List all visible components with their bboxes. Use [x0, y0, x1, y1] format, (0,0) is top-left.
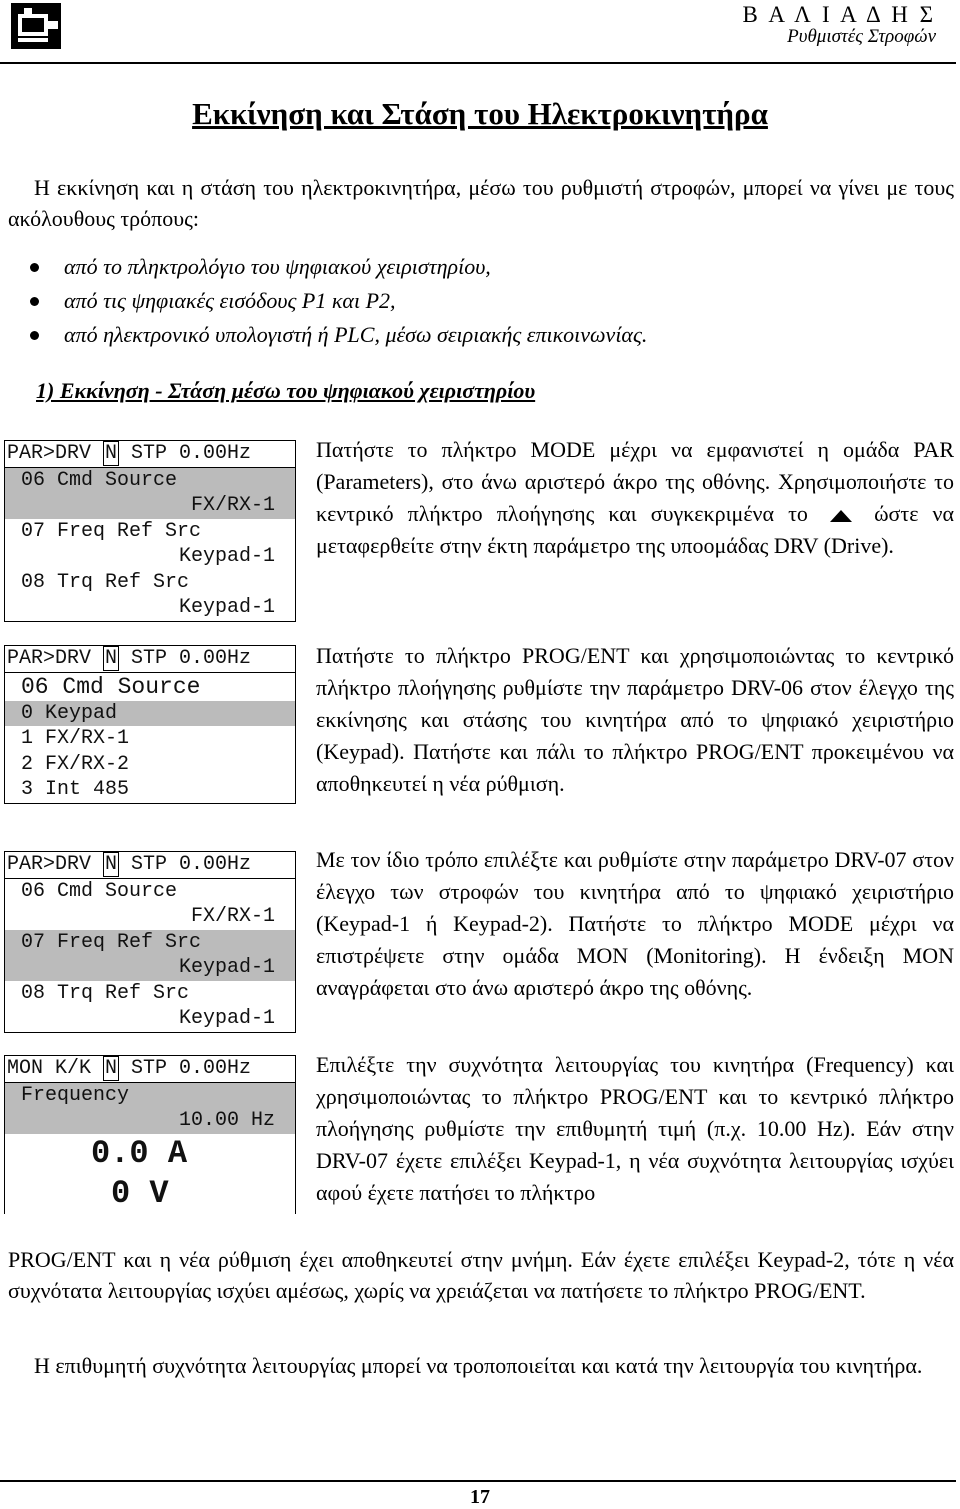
lcd-line: 08 Trq Ref Src [21, 981, 190, 1005]
lcd-line: 0 Keypad [5, 701, 295, 727]
lcd-line: Keypad-1 [178, 596, 275, 619]
list-item: από τις ψηφιακές εισόδους P1 και P2, [30, 284, 647, 318]
list-item: από ηλεκτρονικό υπολογιστή ή PLC, μέσω σειριακής επικοινωνίας. [30, 318, 647, 352]
mode-box: N [105, 647, 118, 670]
lcd-screen-4 [4, 1055, 296, 1214]
current-readout: 0.0 A [91, 1134, 188, 1172]
mode-box: N [105, 853, 118, 876]
lcd-line: 07 Freq Ref Src [21, 519, 202, 543]
lcd-line: 1 FX/RX-1 [21, 727, 130, 750]
brand-subtitle: Ρυθμιστές Στροφών [787, 26, 936, 47]
motor-logo-icon [10, 2, 62, 50]
page-number: 17 [470, 1486, 490, 1508]
instruction-paragraph-1: Πατήστε το πλήκτρο MODE μέχρι να εμφανιστεί η ομάδα PAR (Parameters), στο άνω αριστερό άκρο της οθόνης. Χρησιμοποιήστε το κεντρικό πλήκτρο πλοήγησης και συγκεκριμένα το ώστε να μεταφερθείτε στην έκτη παράμετρο της υποομάδας DRV (Drive). [316, 437, 955, 558]
lcd-header: PAR>DRV N STP 0.00Hz [5, 441, 295, 468]
brand-name: Β Α Λ Ι Α Δ Η Σ [742, 2, 936, 27]
lcd-screen-2 [4, 645, 296, 804]
lcd-line: FX/RX-1 [190, 905, 275, 928]
lcd-line: Keypad-1 [5, 955, 295, 981]
brand-block [743, 2, 936, 48]
list-item: από το πληκτρολόγιο του ψηφιακού χειριστηρίου, [30, 250, 647, 284]
lcd-line: 07 Freq Ref Src [5, 930, 295, 956]
lcd-screen-1 [4, 440, 296, 622]
lcd-line: FX/RX-1 [5, 493, 295, 519]
lcd-line: 2 FX/RX-2 [21, 752, 130, 776]
instruction-paragraph-5: Η επιθυμητή συχνότητα λειτουργίας μπορεί να τροποποιείται και κατά την λειτουργία του κινητήρα. [34, 1353, 923, 1378]
up-arrow-icon [828, 508, 854, 524]
lcd-header: PAR>DRV N STP 0.00Hz [5, 646, 295, 673]
instruction-paragraph-2: Πατήστε το πλήκτρο PROG/ENT και χρησιμοποιώντας το κεντρικό πλήκτρο πλοήγησης ρυθμίστε την παράμετρο DRV-06 στον έλεγχο της εκκίνησης και στάσης του κινητήρα από το ψηφιακό χειριστήριο (Keypad). Πατήστε και πάλι το πλήκτρο PROG/ENT προκειμένου να αποθηκευτεί η νέα ρύθμιση. [316, 643, 954, 796]
lcd-line: 3 Int 485 [21, 778, 130, 801]
footer-divider [0, 1480, 956, 1482]
lcd-line: Keypad-1 [178, 1007, 275, 1030]
voltage-readout: 0 V [111, 1174, 169, 1212]
section-heading: 1) Εκκίνηση - Στάση μέσω του ψηφιακού χειριστηρίου [36, 378, 536, 403]
lcd-line: Keypad-1 [178, 545, 275, 568]
lcd-line: 06 Cmd Source [21, 879, 178, 903]
lcd-header: MON K/K N STP 0.00Hz [5, 1056, 295, 1083]
lcd-screen-3 [4, 851, 296, 1033]
lcd-line: Frequency [5, 1083, 295, 1109]
lcd-line: 08 Trq Ref Src [21, 570, 190, 594]
lcd-header: PAR>DRV N STP 0.00Hz [5, 852, 295, 879]
mode-box: N [105, 442, 118, 465]
intro-paragraph: Η εκκίνηση και η στάση του ηλεκτροκινητήρα, μέσω του ρυθμιστή στροφών, μπορεί να γίνει με τους ακόλουθους τρόπους: [8, 175, 954, 231]
header-divider [0, 62, 956, 64]
lcd-line: 06 Cmd Source [21, 673, 201, 700]
method-list [30, 250, 647, 352]
instruction-paragraph-4-continued: PROG/ENT και η νέα ρύθμιση έχει αποθηκευτεί στην μνήμη. Εάν έχετε επιλέξει Keypad-2, τότε η νέα συχνότατα λειτουργίας ισχύει αμέσως, χωρίς να χρειάζεται να πατήσετε το πλήκτρο PROG/ENT. [8, 1247, 954, 1303]
instruction-paragraph-3: Με τον ίδιο τρόπο επιλέξτε και ρυθμίστε στην παράμετρο DRV-07 στον έλεγχο των στροφών του κινητήρα από το ψηφιακό χειριστήριο (Keypad-1 ή Keypad-2). Πατήστε το πλήκτρο MODE μέχρι να επιστρέψετε στην ομάδα MON (Monitoring). Η ένδειξη MON αναγράφεται στο άνω αριστερό άκρο της οθόνης. [316, 847, 954, 1000]
instruction-paragraph-4: Επιλέξτε την συχνότητα λειτουργίας του κινητήρα (Frequency) και χρησιμοποιώντας το πλήκτρο PROG/ENT και το κεντρικό πλήκτρο πλοήγησης ρυθμίστε την επιθυμητή τιμή (π.χ. 10.00 Hz). Εάν στην DRV-07 έχετε επιλέξει Keypad-1, η νέα συχνότητα λειτουργίας ισχύει αφού έχετε πατήσει το πλήκτρο [316, 1052, 954, 1205]
page-title: Εκκίνηση και Στάση του Ηλεκτροκινητήρα [192, 96, 768, 131]
mode-box: N [105, 1057, 118, 1080]
lcd-line: 10.00 Hz [5, 1108, 295, 1134]
lcd-line: 06 Cmd Source [5, 468, 295, 494]
